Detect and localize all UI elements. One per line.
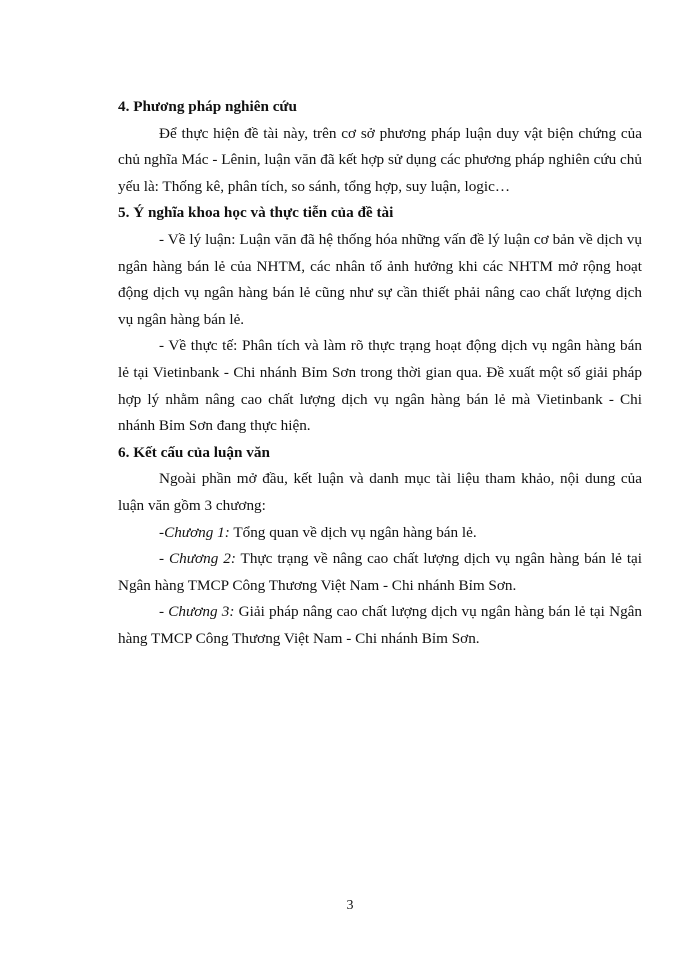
page-number: 3 xyxy=(346,898,354,913)
chapter-text: Tổng quan về dịch vụ ngân hàng bán lẻ. xyxy=(229,523,477,541)
chapter-label: Chương 2: xyxy=(169,550,236,568)
chapter-text: Giải pháp nâng cao chất lượng dịch vụ ngân hàng bán lẻ tại Ngân hàng TMCP Công Thương Việt Nam - Chi nhánh Bỉm Sơn. xyxy=(118,603,642,647)
chapter-item-2 xyxy=(118,546,642,599)
paragraph-practical-significance: - Về thực tế: Phân tích và làm rõ thực trạng hoạt động dịch vụ ngân hàng bán lẻ tại Vietinbank - Chi nhánh Bỉm Sơn trong thời gian qua. Đề xuất một số giải pháp hợp lý nhằm nâng cao chất lượng dịch vụ ngân hàng bán lẻ mà Vietinbank - Chi nhánh Bỉm Sơn đang thực hiện. xyxy=(118,337,642,435)
chapter-label: Chương 1: xyxy=(164,523,230,541)
chapter-prefix: - xyxy=(159,523,165,541)
paragraph-theoretical-significance: - Về lý luận: Luận văn đã hệ thống hóa những vấn đề lý luận cơ bản về dịch vụ ngân hàng bán lẻ của NHTM, các nhân tố ảnh hưởng khi các NHTM mở rộng hoạt động dịch vụ ngân hàng bán lẻ cũng như sự cần thiết phải nâng cao chất lượng dịch vụ ngân hàng bán lẻ. xyxy=(118,230,642,328)
section-heading-significance: 5. Ý nghĩa khoa học và thực tiễn của đề tài xyxy=(118,204,394,222)
section-heading-thesis-structure: 6. Kết cấu của luận văn xyxy=(118,443,270,461)
section-heading-research-methods: 4. Phương pháp nghiên cứu xyxy=(118,98,297,115)
chapter-label: Chương 3: xyxy=(168,603,235,621)
page-content xyxy=(118,94,642,652)
chapter-text: Thực trạng về nâng cao chất lượng dịch vụ ngân hàng bán lẻ tại Ngân hàng TMCP Công Thương Việt Nam - Chi nhánh Bỉm Sơn. xyxy=(118,550,643,594)
paragraph-research-methods: Để thực hiện đề tài này, trên cơ sở phương pháp luận duy vật biện chứng của chủ nghĩa Mác - Lênin, luận văn đã kết hợp sử dụng các phương pháp nghiên cứu chủ yếu là: Thống kê, phân tích, so sánh, tổng hợp, suy luận, logic… xyxy=(118,124,642,195)
chapter-item-1 xyxy=(118,520,642,547)
paragraph-structure-intro: Ngoài phần mở đầu, kết luận và danh mục tài liệu tham khảo, nội dung của luận văn gồm 3 chương: xyxy=(118,470,642,514)
chapter-item-3 xyxy=(118,599,642,652)
chapter-prefix: - xyxy=(159,550,169,568)
chapter-prefix: - xyxy=(159,603,169,621)
